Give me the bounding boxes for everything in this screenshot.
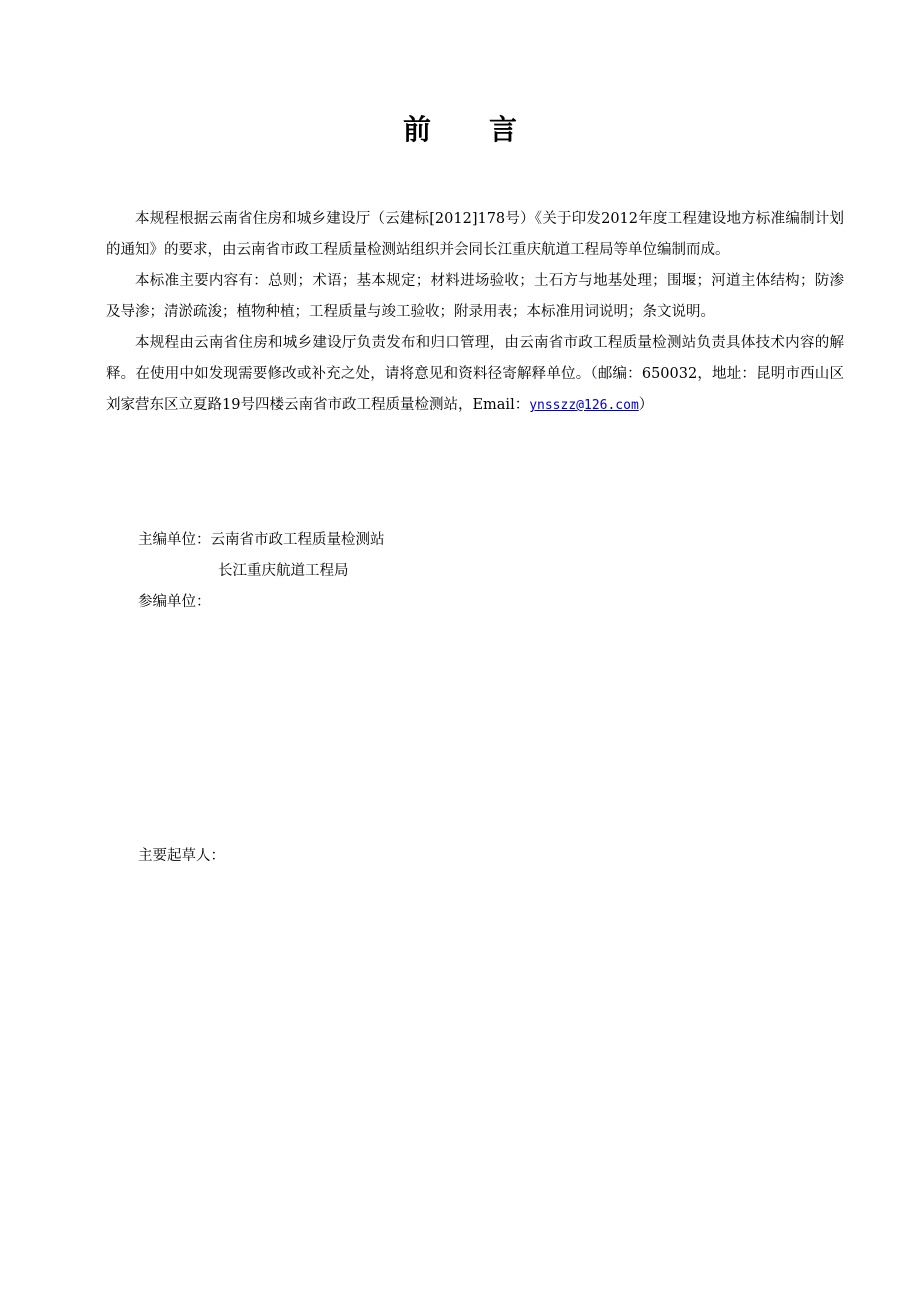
chief-unit-2: 长江重庆航道工程局	[218, 563, 349, 579]
participating-units-row	[138, 587, 385, 618]
participating-units-label: 参编单位：	[138, 594, 211, 610]
paragraph-management-text: 本规程由云南省住房和城乡建设厅负责发布和归口管理，由云南省市政工程质量检测站负责具体技术内容的解释。在使用中如发现需要修改或补充之处，请将意见和资料径寄解释单位。（邮编：650032，地址：昆明市西山区刘家营东区立夏路19号四楼云南省市政工程质量检测站，Email：	[106, 335, 844, 413]
title-char-1: 前	[402, 113, 431, 146]
chief-units-row-2	[138, 556, 385, 587]
units-section	[138, 525, 385, 618]
chief-unit-1: 云南省市政工程质量检测站	[210, 532, 385, 548]
paragraph-compilation-basis: 本规程根据云南省住房和城乡建设厅（云建标[2012]178号）《关于印发2012年度工程建设地方标准编制计划的通知》的要求，由云南省市政工程质量检测站组织并会同长江重庆航道工程局等单位编制而成。	[106, 211, 844, 258]
chief-units-row	[138, 525, 385, 556]
main-drafters-label: 主要起草人：	[138, 848, 225, 864]
main-drafters-row	[138, 841, 225, 872]
title-char-2: 言	[489, 113, 518, 146]
paragraph-main-contents: 本标准主要内容有：总则；术语；基本规定；材料进场验收；土石方与地基处理；围堰；河道主体结构；防渗及导渗；清淤疏浚；植物种植；工程质量与竣工验收；附录用表；本标准用词说明；条文说明。	[106, 273, 844, 320]
chief-units-label: 主编单位：	[138, 532, 211, 548]
preface-body	[106, 204, 844, 421]
email-link[interactable]: ynsszz@126.com	[529, 398, 639, 413]
page-title	[0, 112, 920, 148]
paragraph-management-close: ）	[638, 397, 654, 413]
paragraph-management	[106, 328, 844, 421]
